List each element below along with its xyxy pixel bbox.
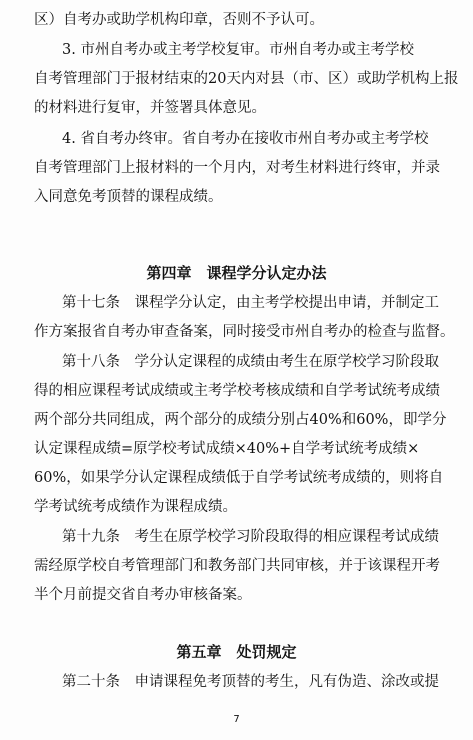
text-line: 60%，如果学分认定课程成绩低于自学考试统考成绩的，则将自 — [34, 470, 444, 486]
text-line: 的材料进行复审，并签署具体意见。 — [34, 100, 266, 116]
text-line: 4. 省自考办终审。省自考办在接收市州自考办或主考学校 — [62, 131, 429, 147]
text-line: 得的相应课程考试成绩或主考学校考核成绩和自学考试统考成绩 — [34, 383, 440, 399]
text-line: 两个部分共同组成，两个部分的成绩分别占40%和60%，即学分 — [34, 412, 447, 428]
text-line: 需经原学校自考管理部门和教务部门共同审核，并于该课程开考 — [34, 558, 440, 574]
text-line: 自考管理部门于报材结束的20天内对县（市、区）或助学机构上报 — [34, 71, 459, 87]
text-line: 第十七条 课程学分认定，由主考学校提出申请，并制定工 — [62, 295, 439, 311]
text-line: 入同意免考顶替的课程成绩。 — [34, 189, 223, 205]
text-line: 3. 市州自考办或主考学校复审。市州自考办或主考学校 — [62, 42, 414, 58]
text-line: 第二十条 申请课程免考顶替的考生，凡有伪造、涂改或提 — [62, 674, 439, 690]
chapter-heading: 第五章 处罚规定 — [176, 643, 297, 661]
text-line: 第十八条 学分认定课程的成绩由考生在原学校学习阶段取 — [62, 354, 439, 370]
chapter-heading: 第四章 课程学分认定办法 — [146, 264, 327, 282]
text-line: 自考管理部门上报材料的一个月内，对考生材料进行终审，并录 — [34, 160, 440, 176]
text-line: 区）自考办或助学机构印章，否则不予认可。 — [34, 12, 324, 28]
text-line: 学考试统考成绩作为课程成绩。 — [34, 499, 237, 515]
text-line: 半个月前提交省自考办审核备案。 — [34, 587, 252, 603]
text-line: 认定课程成绩=原学校考试成绩×40%+自学考试统考成绩× — [34, 441, 420, 457]
text-line: 作方案报省自考办审查备案，同时接受市州自考办的检查与监督。 — [34, 324, 455, 340]
text-line: 第十九条 考生在原学校学习阶段取得的相应课程考试成绩 — [62, 529, 439, 545]
page-number: 7 — [233, 714, 240, 725]
